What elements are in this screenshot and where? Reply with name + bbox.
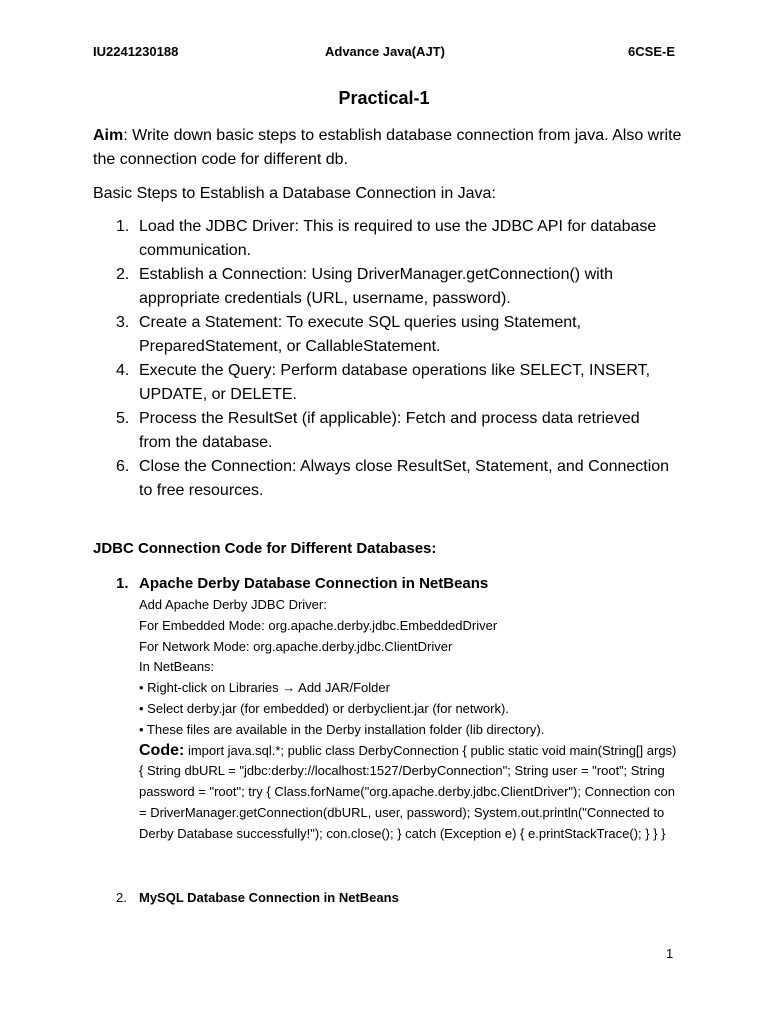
steps-list: [93, 215, 673, 503]
subsection-title-text: Apache Derby Database Connection in NetBeans: [139, 575, 489, 592]
list-number: 6.: [116, 458, 130, 475]
mysql-section: [93, 888, 683, 908]
list-number: 5.: [116, 410, 130, 427]
subsection-number: 2.: [116, 890, 127, 905]
list-item-text: Establish a Connection: Using DriverManager.getConnection() with appropriate credentials (URL, username, password).: [139, 266, 614, 307]
list-item: [93, 263, 673, 311]
subsection-number: 1.: [116, 575, 129, 592]
list-item-text: Execute the Query: Perform database operations like SELECT, INSERT, UPDATE, or DELETE.: [139, 362, 651, 403]
detail-line: • Right-click on Libraries → Add JAR/Folder: [139, 680, 390, 696]
list-item: [93, 215, 673, 263]
section-heading: JDBC Connection Code for Different Databases:: [93, 540, 437, 557]
page-header: [93, 44, 675, 59]
list-item: [93, 359, 673, 407]
list-number: 4.: [116, 362, 130, 379]
list-item-text: Load the JDBC Driver: This is required to use the JDBC API for database communication.: [139, 218, 657, 259]
list-item-text: Process the ResultSet (if applicable): Fetch and process data retrieved from the database.: [139, 410, 640, 451]
code-block: [93, 741, 683, 845]
detail-line: In NetBeans:: [139, 659, 215, 675]
detail-line: For Network Mode: org.apache.derby.jdbc.ClientDriver: [139, 638, 453, 654]
detail-line: Add Apache Derby JDBC Driver:: [139, 597, 327, 612]
subsection-title: [93, 888, 683, 908]
intro-paragraph: Basic Steps to Establish a Database Connection in Java:: [93, 185, 496, 202]
subsection-title: [93, 573, 683, 595]
code-label: Code:: [139, 741, 185, 759]
list-item: [93, 311, 673, 359]
subsection-title-text: MySQL Database Connection in NetBeans: [139, 890, 399, 905]
aim-label: Aim: [93, 127, 124, 144]
detail-line: For Embedded Mode: org.apache.derby.jdbc.EmbeddedDriver: [139, 617, 498, 633]
code-text: import java.sql.*; public class DerbyConnection { public static void main(String[] args) { String dbURL = "jdbc:derby://localhost:1527/DerbyConnection"; String user = "root”; String password = "root"; try { Class.forName("org.apache.derby.jdbc.ClientDriver"); Connection con = DriverManager.getConnection(dbURL, user, password); System.out.println("Connected to Derby Database successfully!"); con.close(); } catch (Exception e) { e.printStackTrace(); } } }: [139, 742, 677, 841]
aim-paragraph: [93, 124, 683, 172]
class-name: 6CSE-E: [628, 44, 675, 59]
list-number: 2.: [116, 266, 130, 283]
page-number: 1: [666, 946, 674, 961]
list-item: [93, 407, 673, 455]
student-id: IU2241230188: [93, 44, 179, 59]
derby-section: [93, 573, 683, 845]
list-item-text: Close the Connection: Always close ResultSet, Statement, and Connection to free resources.: [139, 458, 670, 499]
list-item: [93, 455, 673, 503]
aim-text: : Write down basic steps to establish database connection from java. Also write the connection code for different db.: [93, 127, 682, 168]
detail-line: • Select derby.jar (for embedded) or derbyclient.jar (for network).: [139, 700, 509, 716]
page-title: Practical-1: [338, 88, 430, 108]
list-number: 3.: [116, 314, 130, 331]
list-number: 1.: [116, 218, 130, 235]
list-item-text: Create a Statement: To execute SQL queries using Statement, PreparedStatement, or CallableStatement.: [139, 314, 582, 355]
detail-line: • These files are available in the Derby installation folder (lib directory).: [139, 721, 545, 737]
subject-name: Advance Java(AJT): [325, 44, 445, 59]
